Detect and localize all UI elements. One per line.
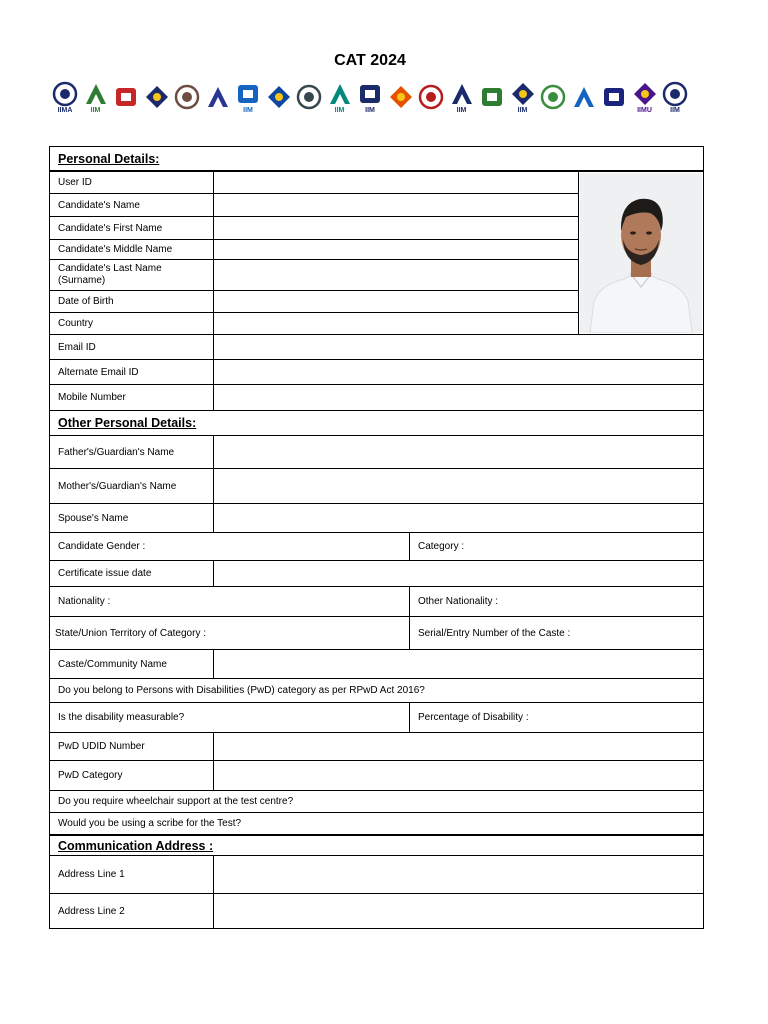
iim-jammu-logo-text: IIM <box>243 106 253 114</box>
label-gender: Candidate Gender : <box>50 533 410 560</box>
section-communication-address <box>50 834 703 855</box>
label-pwd-category: PwD Category <box>50 761 214 790</box>
label-state: State/Union Territory of Category : <box>50 617 410 649</box>
row-user-id <box>50 172 578 193</box>
value-email <box>214 335 703 359</box>
label-country: Country <box>50 313 214 334</box>
value-last-name <box>214 260 578 290</box>
application-form <box>49 146 704 929</box>
iim-udaipur-logo <box>632 78 658 116</box>
value-user-id <box>214 172 578 193</box>
iimb-logo <box>113 78 139 116</box>
label-candidate-name: Candidate's Name <box>50 194 214 216</box>
label-percentage: Percentage of Disability : <box>418 712 529 723</box>
label-mother: Mother's/Guardian's Name <box>50 469 214 503</box>
label-nationality: Nationality : <box>50 587 410 616</box>
value-spouse <box>214 504 703 532</box>
iim-visakhapatnam-logo-text: IIM <box>670 106 680 114</box>
value-first-name <box>214 217 578 239</box>
candidate-photo <box>580 173 702 333</box>
iima-logo <box>52 78 78 116</box>
row-address-line2 <box>50 893 703 928</box>
label-cert-date: Certificate issue date <box>50 561 214 586</box>
value-caste <box>214 650 703 678</box>
iim-lucknow-logo <box>327 78 353 116</box>
iim-sambalpur-logo-text: IIM <box>517 106 528 114</box>
row-candidate-name <box>50 193 578 216</box>
section-heading-address: Communication Address : <box>58 838 214 853</box>
row-country <box>50 312 578 334</box>
label-scribe: Would you be using a scribe for the Test? <box>58 818 242 829</box>
label-last-name-line2: (Surname) <box>58 275 106 286</box>
row-udid <box>50 732 703 760</box>
row-pwd-question <box>50 678 703 702</box>
candidate-photo-frame <box>579 172 703 334</box>
row-gender-category <box>50 532 703 560</box>
iim-rohtak-logo <box>479 78 505 116</box>
row-email <box>50 334 703 359</box>
label-caste: Caste/Community Name <box>50 650 214 678</box>
row-address-line1 <box>50 855 703 893</box>
row-father <box>50 435 703 468</box>
row-spouse <box>50 503 703 532</box>
iim-visakhapatnam-logo <box>662 78 688 116</box>
iim-bodh-gaya-logo <box>144 78 170 116</box>
value-mother <box>214 469 703 503</box>
value-candidate-name <box>214 194 578 216</box>
value-middle-name <box>214 240 578 259</box>
row-middle-name <box>50 239 578 259</box>
label-first-name: Candidate's First Name <box>50 217 214 239</box>
iim-raipur-logo <box>418 78 444 116</box>
label-last-name-line1: Candidate's Last Name <box>58 263 162 274</box>
iim-sambalpur-logo <box>510 78 536 116</box>
label-address-line1: Address Line 1 <box>50 856 214 893</box>
row-last-name <box>50 259 578 290</box>
value-cert-date <box>214 561 703 586</box>
iim-ranchi-logo <box>449 78 475 116</box>
row-mobile <box>50 384 703 410</box>
value-father <box>214 436 703 468</box>
iim-jammu-logo <box>235 78 261 116</box>
iim-shillong-logo <box>540 78 566 116</box>
label-measurable: Is the disability measurable? <box>50 703 410 732</box>
iim-lucknow-logo-text: IIM <box>334 106 345 114</box>
row-cert-date <box>50 560 703 586</box>
row-first-name <box>50 216 578 239</box>
iim-mumbai-logo <box>357 78 383 116</box>
value-address-line1 <box>214 856 703 893</box>
section-heading-personal: Personal Details: <box>58 151 160 166</box>
iima-logo-text: IIMA <box>57 106 73 114</box>
personal-block <box>50 170 703 334</box>
label-udid: PwD UDID Number <box>50 733 214 760</box>
iim-tiruchirappalli-logo <box>601 78 627 116</box>
iim-amritsar-logo <box>83 78 109 116</box>
value-country <box>214 313 578 334</box>
iim-ranchi-logo-text: IIM <box>456 106 467 114</box>
label-pwd-question: Do you belong to Persons with Disabilities (PwD) category as per RPwD Act 2016? <box>58 685 425 696</box>
value-alt-email <box>214 360 703 384</box>
label-serial: Serial/Entry Number of the Caste : <box>418 627 571 639</box>
row-scribe <box>50 812 703 834</box>
iim-mumbai-logo-text: IIM <box>365 106 375 114</box>
row-alt-email <box>50 359 703 384</box>
section-heading-other: Other Personal Details: <box>58 416 197 430</box>
row-wheelchair <box>50 790 703 812</box>
iim-nagpur-logo <box>388 78 414 116</box>
iim-kozhikode-logo <box>296 78 322 116</box>
personal-fields <box>50 172 579 334</box>
label-last-name <box>50 260 214 290</box>
label-alt-email: Alternate Email ID <box>50 360 214 384</box>
label-other-nationality: Other Nationality : <box>418 596 499 607</box>
iim-indore-logo <box>205 78 231 116</box>
label-father: Father's/Guardian's Name <box>50 436 214 468</box>
label-user-id: User ID <box>50 172 214 193</box>
row-nationality <box>50 586 703 616</box>
section-other-personal-details <box>50 410 703 435</box>
iim-sirmaur-logo <box>571 78 597 116</box>
label-category: Category : <box>418 541 465 552</box>
label-dob: Date of Birth <box>50 291 214 312</box>
row-measurable <box>50 702 703 732</box>
iim-amritsar-logo-text: IIM <box>90 106 101 114</box>
value-pwd-category <box>214 761 703 790</box>
label-mobile: Mobile Number <box>50 385 214 410</box>
iim-udaipur-logo-text: IIMU <box>637 106 652 114</box>
label-email: Email ID <box>50 335 214 359</box>
row-state-serial <box>50 616 703 649</box>
page-title: CAT 2024 <box>334 52 406 69</box>
row-dob <box>50 290 578 312</box>
row-mother <box>50 468 703 503</box>
institute-logos-strip <box>52 76 688 118</box>
value-udid <box>214 733 703 760</box>
iim-kashipur-logo <box>266 78 292 116</box>
row-caste <box>50 649 703 678</box>
iim-calcutta-logo <box>174 78 200 116</box>
label-spouse: Spouse's Name <box>50 504 214 532</box>
value-dob <box>214 291 578 312</box>
label-address-line2: Address Line 2 <box>50 894 214 928</box>
label-wheelchair: Do you require wheelchair support at the test centre? <box>58 796 294 807</box>
value-mobile <box>214 385 703 410</box>
row-pwd-category <box>50 760 703 790</box>
value-address-line2 <box>214 894 703 928</box>
section-personal-details <box>50 147 703 170</box>
label-middle-name: Candidate's Middle Name <box>50 240 214 259</box>
